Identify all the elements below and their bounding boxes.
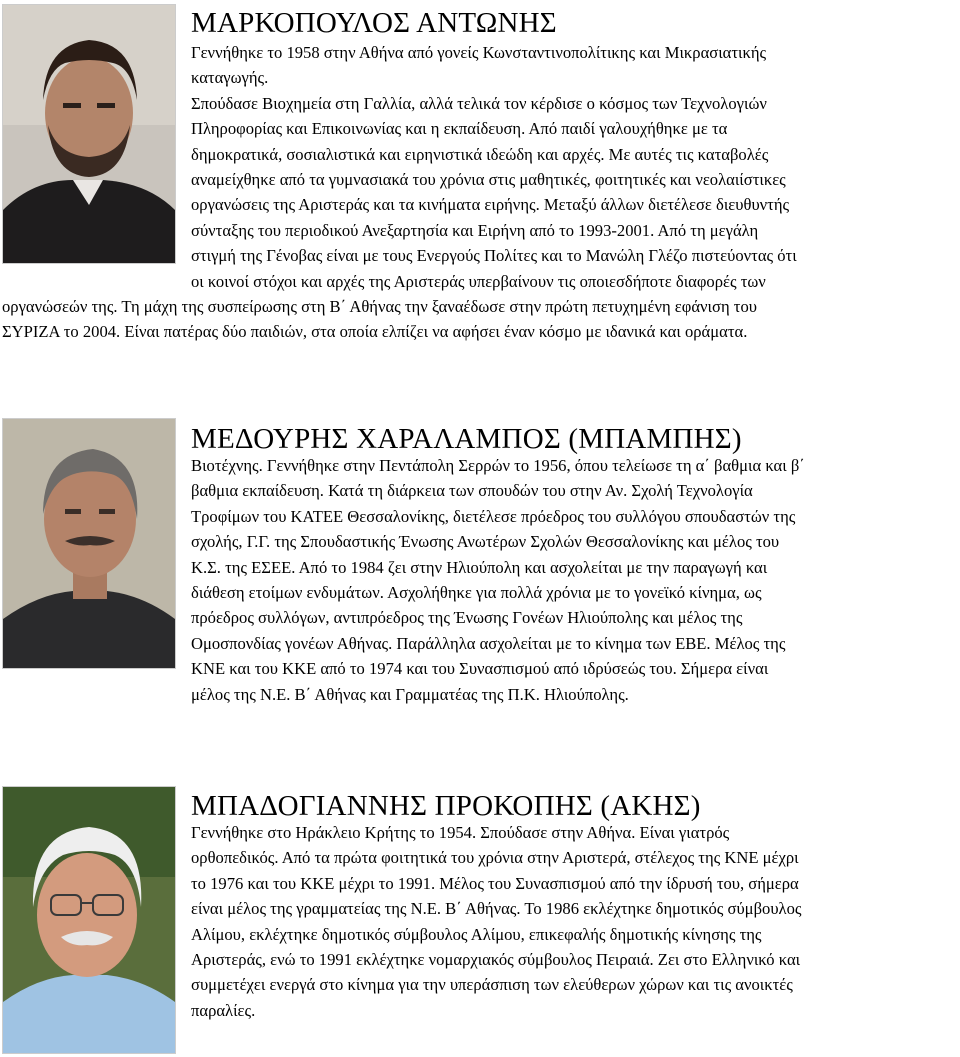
bio-line: το 1976 και του ΚΚΕ μέχρι το 1991. Μέλος του Συνασπισμού από την ίδρυσή του, σήμερα [191,873,799,893]
bio-line: Γεννήθηκε το 1958 στην Αθήνα από γονείς Κωνσταντινοπολίτικης και Μικρασιατικής [191,43,767,62]
person-bio [191,820,801,1023]
bio-line: σύνταξης του περιοδικού Ανεξαρτησία και Ειρήνη από το 1993-2001. Από τη μεγάλη [191,220,759,240]
bio-line: δημοκρατικά, σοσιαλιστικά και ειρηνιστικά ιδεώδη και αρχές. Με αυτές τις καταβολές [191,144,769,164]
bio-line: πρόεδρος συλλόγων, αντιπρόεδρος της Ένωσης Γονέων Ηλιούπολης και μέλος της [191,608,743,628]
bio-line: ΚΝΕ και του ΚΚΕ από το 1974 και του Συνασπισμού από ιδρύσεώς του. Σήμερα είναι [191,659,769,679]
bio-line: Αλίμου, εκλέχτηκε δημοτικός σύμβουλος Αλίμου, επικεφαλής δημοτικής κίνησης της [191,924,762,944]
bio-line: οργανώσεών της. Τη μάχη της συσπείρωσης στη Β΄ Αθήνας την ξαναέδωσε στην πρώτη πετυχημένη εφάνιση του [2,297,757,317]
portrait-photo-icon [3,5,175,263]
person-bio [191,453,805,707]
bio-line: καταγωγής. [191,68,269,88]
bio-line: Αριστεράς, ενώ το 1991 εκλέχτηκε νομαρχιακός σύμβουλος Πειραιά. Ζει στο Ελληνικό και [191,950,801,970]
bio-line: ορθοπεδικός. Από τα πρώτα φοιτητικά του χρόνια στην Αριστερά, στέλεχος της ΚΝΕ μέχρι [191,848,799,868]
bio-line: Γεννήθηκε στο Ηράκλειο Κρήτης το 1954. Σπούδασε στην Αθήνα. Είναι γιατρός [191,823,730,842]
portrait-photo-badogiannis [2,786,176,1054]
bio-line: είναι μέλος της γραμματείας της Ν.Ε. Β΄ Αθήνας. Το 1986 εκλέχτηκε δημοτικός σύμβουλος [191,899,802,919]
bio-line: διάθεση ετοίμων ενδυμάτων. Ασχολήθηκε για πολλά χρόνια με το γονεϊκό κίνημα, ως [191,583,762,603]
portrait-photo-icon [3,787,175,1053]
portrait-photo-icon [3,419,175,668]
bio-line: Τροφίμων του ΚΑΤΕΕ Θεσσαλονίκης, διετέλεσε πρόεδρος του συλλόγου σπουδαστών της [191,506,796,526]
bio-line: στιγμή της Γένοβας είναι με τους Ενεργούς Πολίτες και το Μανώλη Γλέζο πιστεύοντας ότι [191,246,797,266]
person-name: ΜΕΔΟΥΡΗΣ ΧΑΡΑΛΑΜΠΟΣ (ΜΠΑΜΠΗΣ) [191,423,742,455]
bio-line: Πληροφορίας και Επικοινωνίας και η εκπαίδευση. Από παιδί γαλουχήθηκε με τα [191,119,728,139]
person-bio [2,40,797,345]
portrait-photo-medouris [2,418,176,669]
bio-line: Βιοτέχνης. Γεννήθηκε στην Πεντάπολη Σερρών το 1956, όπου τελείωσε τη α΄ βαθμια και β΄ [191,456,805,475]
bio-line: σχολής, Γ.Γ. της Σπουδαστικής Ένωσης Ανωτέρων Σχολών Θεσσαλονίκης και μέλος του [191,532,780,552]
person-name: ΜΠΑΔΟΓΙΑΝΝΗΣ ΠΡΟΚΟΠΗΣ (ΑΚΗΣ) [191,790,701,822]
bio-line: οργανώσεις της Αριστεράς και τα κινήματα ειρήνης. Μεταξύ άλλων διετέλεσε διευθυντής [191,195,790,215]
person-name: ΜΑΡΚΟΠΟΥΛΟΣ ΑΝΤΩΝΗΣ [191,7,557,39]
bio-line: αναμείχθηκε από τα γυμνασιακά του χρόνια στις μαθητικές, φοιτητικές και νεολαιίστικες [191,170,786,190]
bio-line: Σπούδασε Βιοχημεία στη Γαλλία, αλλά τελικά τον κέρδισε ο κόσμος των Τεχνολογιών [191,93,767,113]
bio-line: Κ.Σ. της ΕΣΕΕ. Από το 1984 ζει στην Ηλιούπολη και ασχολείται με την παραγωγή και [191,557,768,577]
bio-line: Ομοσπονδίας γονέων Αθήνας. Παράλληλα ασχολείται με το κίνημα των ΕΒΕ. Μέλος της [191,633,786,653]
bio-line: συμμετέχει ενεργά στο κίνημα για την υπεράσπιση των ελεύθερων χώρων και τις ανοικτές [191,975,793,995]
bio-line: οι κοινοί στόχοι και αρχές της Αριστεράς υπερβαίνουν τις οποιεσδήποτε διαφορές των [191,271,766,291]
bio-line: ΣΥΡΙΖΑ το 2004. Είναι πατέρας δύο παιδιών, στα οποία ελπίζει να αφήσει έναν κόσμο με ιδανικά και οράματα. [2,322,748,342]
bio-line: βαθμια εκπαίδευση. Κατά τη διάρκεια των σπουδών του στην Αν. Σχολή Τεχνολογία [191,481,753,501]
bio-line: παραλίες. [191,1000,256,1020]
portrait-photo-markopoulos [2,4,176,264]
bio-line: μέλος της Ν.Ε. Β΄ Αθήνας και Γραμματέας της Π.Κ. Ηλιούπολης. [191,684,629,704]
